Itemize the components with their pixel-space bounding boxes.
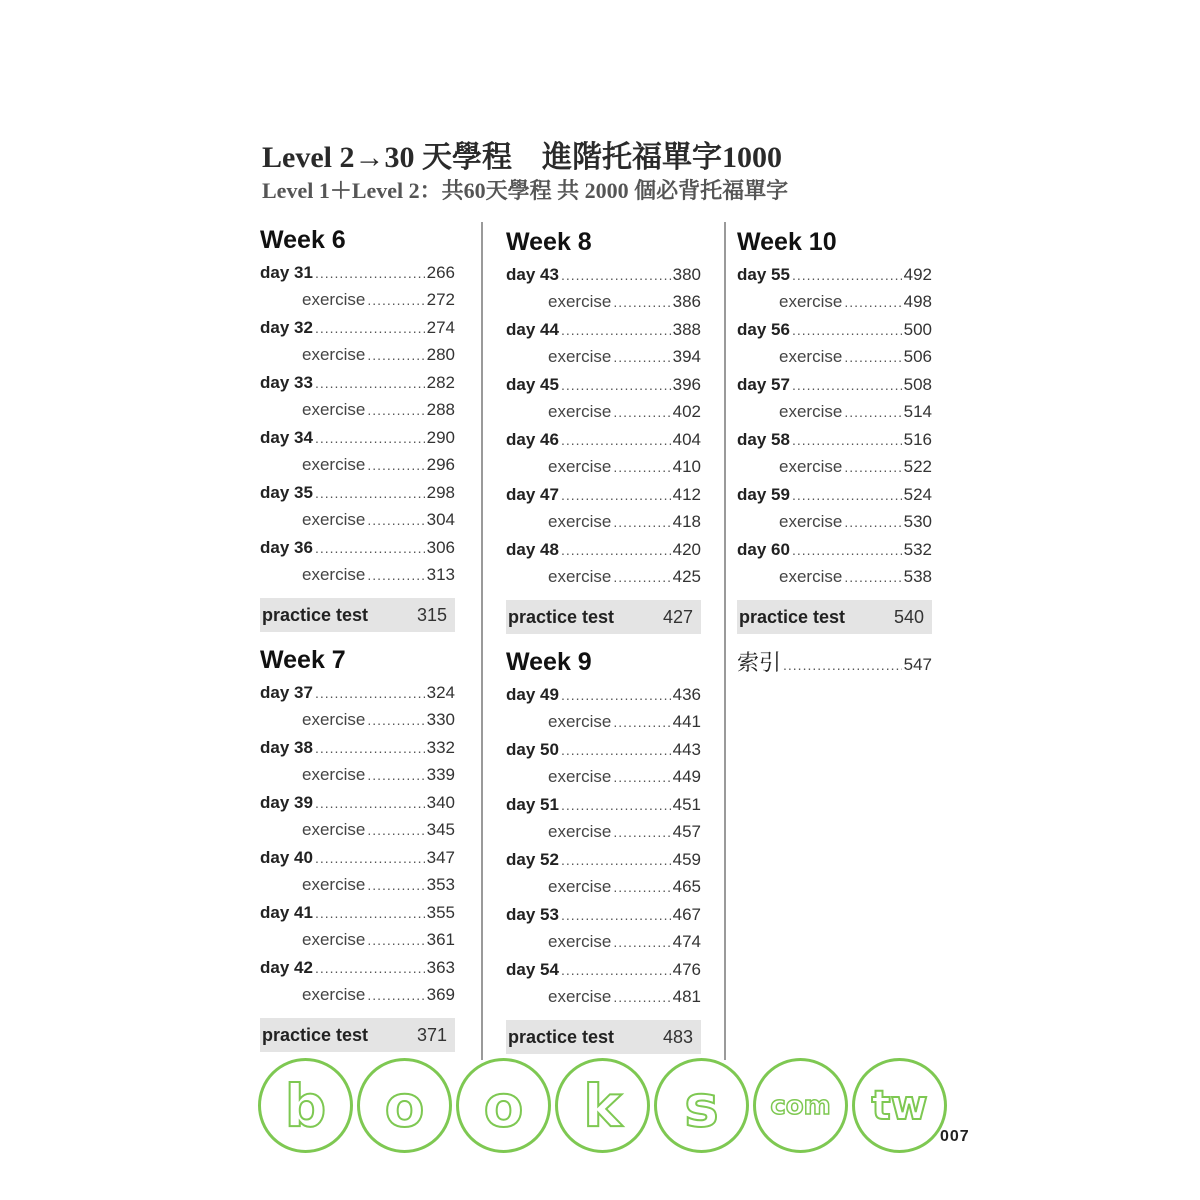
day-label: day 38	[260, 738, 313, 757]
practice-test-entry	[506, 1020, 701, 1054]
toc-day-entry	[260, 843, 455, 872]
toc-exercise-entry	[737, 289, 932, 315]
index-entry	[737, 648, 932, 678]
day-label: day 41	[260, 903, 313, 922]
leader-dots	[613, 564, 670, 590]
exercise-label: exercise	[302, 820, 366, 839]
leader-dots	[367, 397, 424, 423]
page-number-ref: 396	[672, 375, 701, 394]
day-label: day 34	[260, 428, 313, 447]
day-label: day 58	[737, 430, 790, 449]
page-number-ref: 266	[426, 263, 455, 282]
leader-dots	[613, 984, 670, 1010]
toc-day-entry	[506, 535, 701, 564]
leader-dots	[315, 259, 425, 288]
toc-day-entry	[506, 790, 701, 819]
leader-dots	[367, 817, 424, 843]
day-label: day 57	[737, 375, 790, 394]
exercise-label: exercise	[548, 712, 612, 731]
practice-test-entry	[260, 598, 455, 632]
exercise-label: exercise	[302, 985, 366, 1004]
page-number-ref: 481	[672, 987, 701, 1006]
leader-dots	[613, 874, 670, 900]
leader-dots	[844, 344, 901, 370]
exercise-label: exercise	[779, 567, 843, 586]
page-number-ref: 443	[672, 740, 701, 759]
leader-dots	[367, 562, 424, 588]
exercise-label: exercise	[302, 290, 366, 309]
page-number-ref: 530	[903, 512, 932, 531]
toc-exercise-entry	[260, 707, 455, 733]
day-label: day 40	[260, 848, 313, 867]
toc-exercise-entry	[737, 564, 932, 590]
page-number-ref: 522	[903, 457, 932, 476]
page-number-ref: 500	[903, 320, 932, 339]
toc-day-entry	[260, 733, 455, 762]
toc-exercise-entry	[506, 929, 701, 955]
page-number-ref: 361	[426, 930, 455, 949]
leader-dots	[844, 289, 901, 315]
week-heading: Week 6	[260, 226, 346, 254]
exercise-label: exercise	[779, 457, 843, 476]
leader-dots	[792, 371, 902, 400]
leader-dots	[367, 762, 424, 788]
page-number-ref: 436	[672, 685, 701, 704]
page-number-ref: 402	[672, 402, 701, 421]
toc-exercise-entry	[737, 509, 932, 535]
page-number-ref: 282	[426, 373, 455, 392]
leader-dots	[315, 844, 425, 873]
page-number-ref: 306	[426, 538, 455, 557]
page-number-ref: 418	[672, 512, 701, 531]
page-number-ref: 498	[903, 292, 932, 311]
exercise-label: exercise	[548, 347, 612, 366]
leader-dots	[844, 564, 901, 590]
watermark-logo	[258, 1058, 947, 1153]
practice-test-label: practice test	[262, 1024, 369, 1045]
leader-dots	[315, 314, 425, 343]
exercise-label: exercise	[548, 877, 612, 896]
index-label: 索引	[737, 650, 782, 675]
leader-dots	[561, 846, 671, 875]
watermark-letter: s	[654, 1058, 749, 1153]
exercise-label: exercise	[302, 345, 366, 364]
page-number-ref: 410	[672, 457, 701, 476]
toc-column-3	[737, 224, 932, 678]
leader-dots	[561, 956, 671, 985]
toc-day-entry	[506, 900, 701, 929]
toc-day-entry	[737, 535, 932, 564]
exercise-label: exercise	[548, 512, 612, 531]
toc-day-entry	[737, 315, 932, 344]
leader-dots	[844, 399, 901, 425]
leader-dots	[315, 424, 425, 453]
exercise-label: exercise	[302, 510, 366, 529]
leader-dots	[315, 899, 425, 928]
exercise-label: exercise	[302, 765, 366, 784]
page-subtitle: Level 1＋Level 2：共60天學程 共 2000 個必背托福單字	[262, 178, 789, 203]
exercise-label: exercise	[548, 292, 612, 311]
toc-day-entry	[260, 953, 455, 982]
toc-exercise-entry	[737, 399, 932, 425]
exercise-label: exercise	[302, 710, 366, 729]
page-number: 007	[940, 1128, 970, 1145]
page-number-ref: 467	[672, 905, 701, 924]
page-number-ref: 339	[426, 765, 455, 784]
day-label: day 39	[260, 793, 313, 812]
day-label: day 55	[737, 265, 790, 284]
leader-dots	[792, 316, 902, 345]
block-spacer	[260, 632, 455, 642]
page-number-ref: 465	[672, 877, 701, 896]
exercise-label: exercise	[779, 292, 843, 311]
leader-dots	[367, 287, 424, 313]
toc-exercise-entry	[506, 874, 701, 900]
day-label: day 31	[260, 263, 313, 282]
leader-dots	[844, 509, 901, 535]
leader-dots	[613, 289, 670, 315]
toc-exercise-entry	[737, 454, 932, 480]
day-label: day 42	[260, 958, 313, 977]
toc-day-entry	[260, 478, 455, 507]
page-number-ref: 506	[903, 347, 932, 366]
page-number-ref: 441	[672, 712, 701, 731]
toc-day-entry	[506, 425, 701, 454]
toc-day-entry	[506, 955, 701, 984]
week-heading: Week 8	[506, 228, 592, 256]
leader-dots	[367, 507, 424, 533]
leader-dots	[315, 479, 425, 508]
page-number-ref: 449	[672, 767, 701, 786]
watermark-letter: k	[555, 1058, 650, 1153]
day-label: day 53	[506, 905, 559, 924]
leader-dots	[367, 927, 424, 953]
toc-day-entry	[506, 480, 701, 509]
toc-column-1	[260, 222, 455, 1052]
page-number-ref: 427	[662, 606, 693, 627]
leader-dots	[792, 261, 902, 290]
toc-exercise-entry	[260, 397, 455, 423]
watermark-letter: o	[456, 1058, 551, 1153]
toc-day-entry	[506, 370, 701, 399]
day-label: day 48	[506, 540, 559, 559]
exercise-label: exercise	[302, 875, 366, 894]
leader-dots	[315, 679, 425, 708]
toc-day-entry	[260, 423, 455, 452]
exercise-label: exercise	[779, 512, 843, 531]
day-label: day 32	[260, 318, 313, 337]
leader-dots	[367, 452, 424, 478]
practice-test-label: practice test	[739, 606, 846, 627]
toc-exercise-entry	[506, 509, 701, 535]
watermark-letter: o	[357, 1058, 452, 1153]
leader-dots	[613, 709, 670, 735]
exercise-label: exercise	[302, 455, 366, 474]
leader-dots	[367, 872, 424, 898]
page-number-ref: 345	[426, 820, 455, 839]
toc-exercise-entry	[506, 454, 701, 480]
leader-dots	[561, 481, 671, 510]
watermark-letter: com	[753, 1058, 848, 1153]
toc-exercise-entry	[506, 289, 701, 315]
toc-exercise-entry	[260, 927, 455, 953]
leader-dots	[315, 534, 425, 563]
page-number-ref: 492	[903, 265, 932, 284]
practice-test-label: practice test	[508, 1026, 615, 1047]
column-divider	[481, 222, 483, 1060]
leader-dots	[315, 789, 425, 818]
exercise-label: exercise	[779, 347, 843, 366]
day-label: day 47	[506, 485, 559, 504]
day-label: day 33	[260, 373, 313, 392]
day-label: day 35	[260, 483, 313, 502]
page-number-ref: 538	[903, 567, 932, 586]
page-number-ref: 386	[672, 292, 701, 311]
page-number-ref: 459	[672, 850, 701, 869]
toc-exercise-entry	[260, 287, 455, 313]
leader-dots	[367, 707, 424, 733]
page-number-ref: 288	[426, 400, 455, 419]
leader-dots	[367, 342, 424, 368]
page-number-ref: 483	[662, 1026, 693, 1047]
leader-dots	[315, 369, 425, 398]
toc-exercise-entry	[737, 344, 932, 370]
toc-exercise-entry	[506, 344, 701, 370]
exercise-label: exercise	[548, 402, 612, 421]
toc-day-entry	[260, 898, 455, 927]
page-number-ref: 474	[672, 932, 701, 951]
page-number-ref: 280	[426, 345, 455, 364]
toc-day-entry	[506, 735, 701, 764]
page-number-ref: 412	[672, 485, 701, 504]
page-number-ref: 355	[426, 903, 455, 922]
day-label: day 46	[506, 430, 559, 449]
page-number-ref: 313	[426, 565, 455, 584]
toc-exercise-entry	[506, 819, 701, 845]
toc-day-entry	[506, 845, 701, 874]
page-number-ref: 547	[903, 655, 932, 674]
exercise-label: exercise	[548, 987, 612, 1006]
page-number-ref: 516	[903, 430, 932, 449]
block-spacer	[506, 634, 701, 644]
page-number-ref: 330	[426, 710, 455, 729]
page-number-ref: 532	[903, 540, 932, 559]
toc-exercise-entry	[260, 342, 455, 368]
page-number-ref: 296	[426, 455, 455, 474]
toc-day-entry	[737, 480, 932, 509]
page-number-ref: 353	[426, 875, 455, 894]
leader-dots	[792, 426, 902, 455]
leader-dots	[561, 791, 671, 820]
page-number-ref: 457	[672, 822, 701, 841]
toc-day-entry	[737, 370, 932, 399]
column-divider	[724, 222, 726, 1060]
leader-dots	[792, 536, 902, 565]
toc-day-entry	[737, 425, 932, 454]
page-number-ref: 394	[672, 347, 701, 366]
toc-day-entry	[506, 680, 701, 709]
exercise-label: exercise	[548, 767, 612, 786]
page-number-ref: 363	[426, 958, 455, 977]
exercise-label: exercise	[548, 932, 612, 951]
toc-exercise-entry	[506, 984, 701, 1010]
toc-day-entry	[506, 260, 701, 289]
toc-day-entry	[506, 315, 701, 344]
week-heading: Week 10	[737, 228, 837, 256]
page-number-ref: 290	[426, 428, 455, 447]
leader-dots	[613, 454, 670, 480]
leader-dots	[792, 481, 902, 510]
exercise-label: exercise	[302, 400, 366, 419]
exercise-label: exercise	[779, 402, 843, 421]
toc-day-entry	[260, 368, 455, 397]
toc-exercise-entry	[260, 762, 455, 788]
toc-exercise-entry	[260, 562, 455, 588]
page-number-ref: 274	[426, 318, 455, 337]
day-label: day 43	[506, 265, 559, 284]
page-title: Level 2→30 天學程 進階托福單字1000	[262, 141, 782, 174]
page-number-ref: 298	[426, 483, 455, 502]
leader-dots	[613, 399, 670, 425]
toc-day-entry	[260, 533, 455, 562]
page-number-ref: 304	[426, 510, 455, 529]
day-label: day 60	[737, 540, 790, 559]
toc-exercise-entry	[260, 982, 455, 1008]
exercise-label: exercise	[302, 565, 366, 584]
day-label: day 45	[506, 375, 559, 394]
page-number-ref: 388	[672, 320, 701, 339]
leader-dots	[561, 371, 671, 400]
day-label: day 44	[506, 320, 559, 339]
toc-exercise-entry	[506, 399, 701, 425]
leader-dots	[561, 426, 671, 455]
day-label: day 51	[506, 795, 559, 814]
page-number-ref: 371	[416, 1024, 447, 1045]
practice-test-entry	[506, 600, 701, 634]
day-label: day 37	[260, 683, 313, 702]
toc-day-entry	[737, 260, 932, 289]
leader-dots	[315, 954, 425, 983]
practice-test-entry	[260, 1018, 455, 1052]
day-label: day 52	[506, 850, 559, 869]
toc-column-2	[506, 224, 701, 1054]
leader-dots	[613, 764, 670, 790]
leader-dots	[561, 536, 671, 565]
leader-dots	[561, 316, 671, 345]
practice-test-label: practice test	[262, 604, 369, 625]
exercise-label: exercise	[548, 457, 612, 476]
leader-dots	[844, 454, 901, 480]
leader-dots	[561, 261, 671, 290]
toc-exercise-entry	[260, 872, 455, 898]
toc-day-entry	[260, 788, 455, 817]
day-label: day 50	[506, 740, 559, 759]
watermark-letter: b	[258, 1058, 353, 1153]
page-number-ref: 340	[426, 793, 455, 812]
page-number-ref: 514	[903, 402, 932, 421]
leader-dots	[783, 650, 902, 680]
day-label: day 59	[737, 485, 790, 504]
toc-exercise-entry	[260, 817, 455, 843]
page-number-ref: 380	[672, 265, 701, 284]
toc-day-entry	[260, 313, 455, 342]
practice-test-label: practice test	[508, 606, 615, 627]
page-number-ref: 332	[426, 738, 455, 757]
page-number-ref: 324	[426, 683, 455, 702]
exercise-label: exercise	[302, 930, 366, 949]
page-number-ref: 315	[416, 604, 447, 625]
page-number-ref: 404	[672, 430, 701, 449]
page-number-ref: 369	[426, 985, 455, 1004]
week-heading: Week 7	[260, 646, 346, 674]
leader-dots	[613, 344, 670, 370]
day-label: day 54	[506, 960, 559, 979]
toc-exercise-entry	[506, 764, 701, 790]
day-label: day 36	[260, 538, 313, 557]
week-heading: Week 9	[506, 648, 592, 676]
day-label: day 56	[737, 320, 790, 339]
day-label: day 49	[506, 685, 559, 704]
page-number-ref: 524	[903, 485, 932, 504]
leader-dots	[613, 819, 670, 845]
page-number-ref: 451	[672, 795, 701, 814]
page-number-ref: 347	[426, 848, 455, 867]
page-number-ref: 540	[893, 606, 924, 627]
toc-day-entry	[260, 258, 455, 287]
watermark-letter: tw	[852, 1058, 947, 1153]
leader-dots	[367, 982, 424, 1008]
leader-dots	[315, 734, 425, 763]
practice-test-entry	[737, 600, 932, 634]
page-number-ref: 272	[426, 290, 455, 309]
exercise-label: exercise	[548, 567, 612, 586]
page-number-ref: 420	[672, 540, 701, 559]
leader-dots	[561, 681, 671, 710]
toc-day-entry	[260, 678, 455, 707]
toc-exercise-entry	[260, 507, 455, 533]
toc-exercise-entry	[260, 452, 455, 478]
page-number-ref: 476	[672, 960, 701, 979]
leader-dots	[561, 736, 671, 765]
page-number-ref: 508	[903, 375, 932, 394]
toc-exercise-entry	[506, 564, 701, 590]
leader-dots	[561, 901, 671, 930]
leader-dots	[613, 929, 670, 955]
exercise-label: exercise	[548, 822, 612, 841]
leader-dots	[613, 509, 670, 535]
toc-exercise-entry	[506, 709, 701, 735]
page-number-ref: 425	[672, 567, 701, 586]
